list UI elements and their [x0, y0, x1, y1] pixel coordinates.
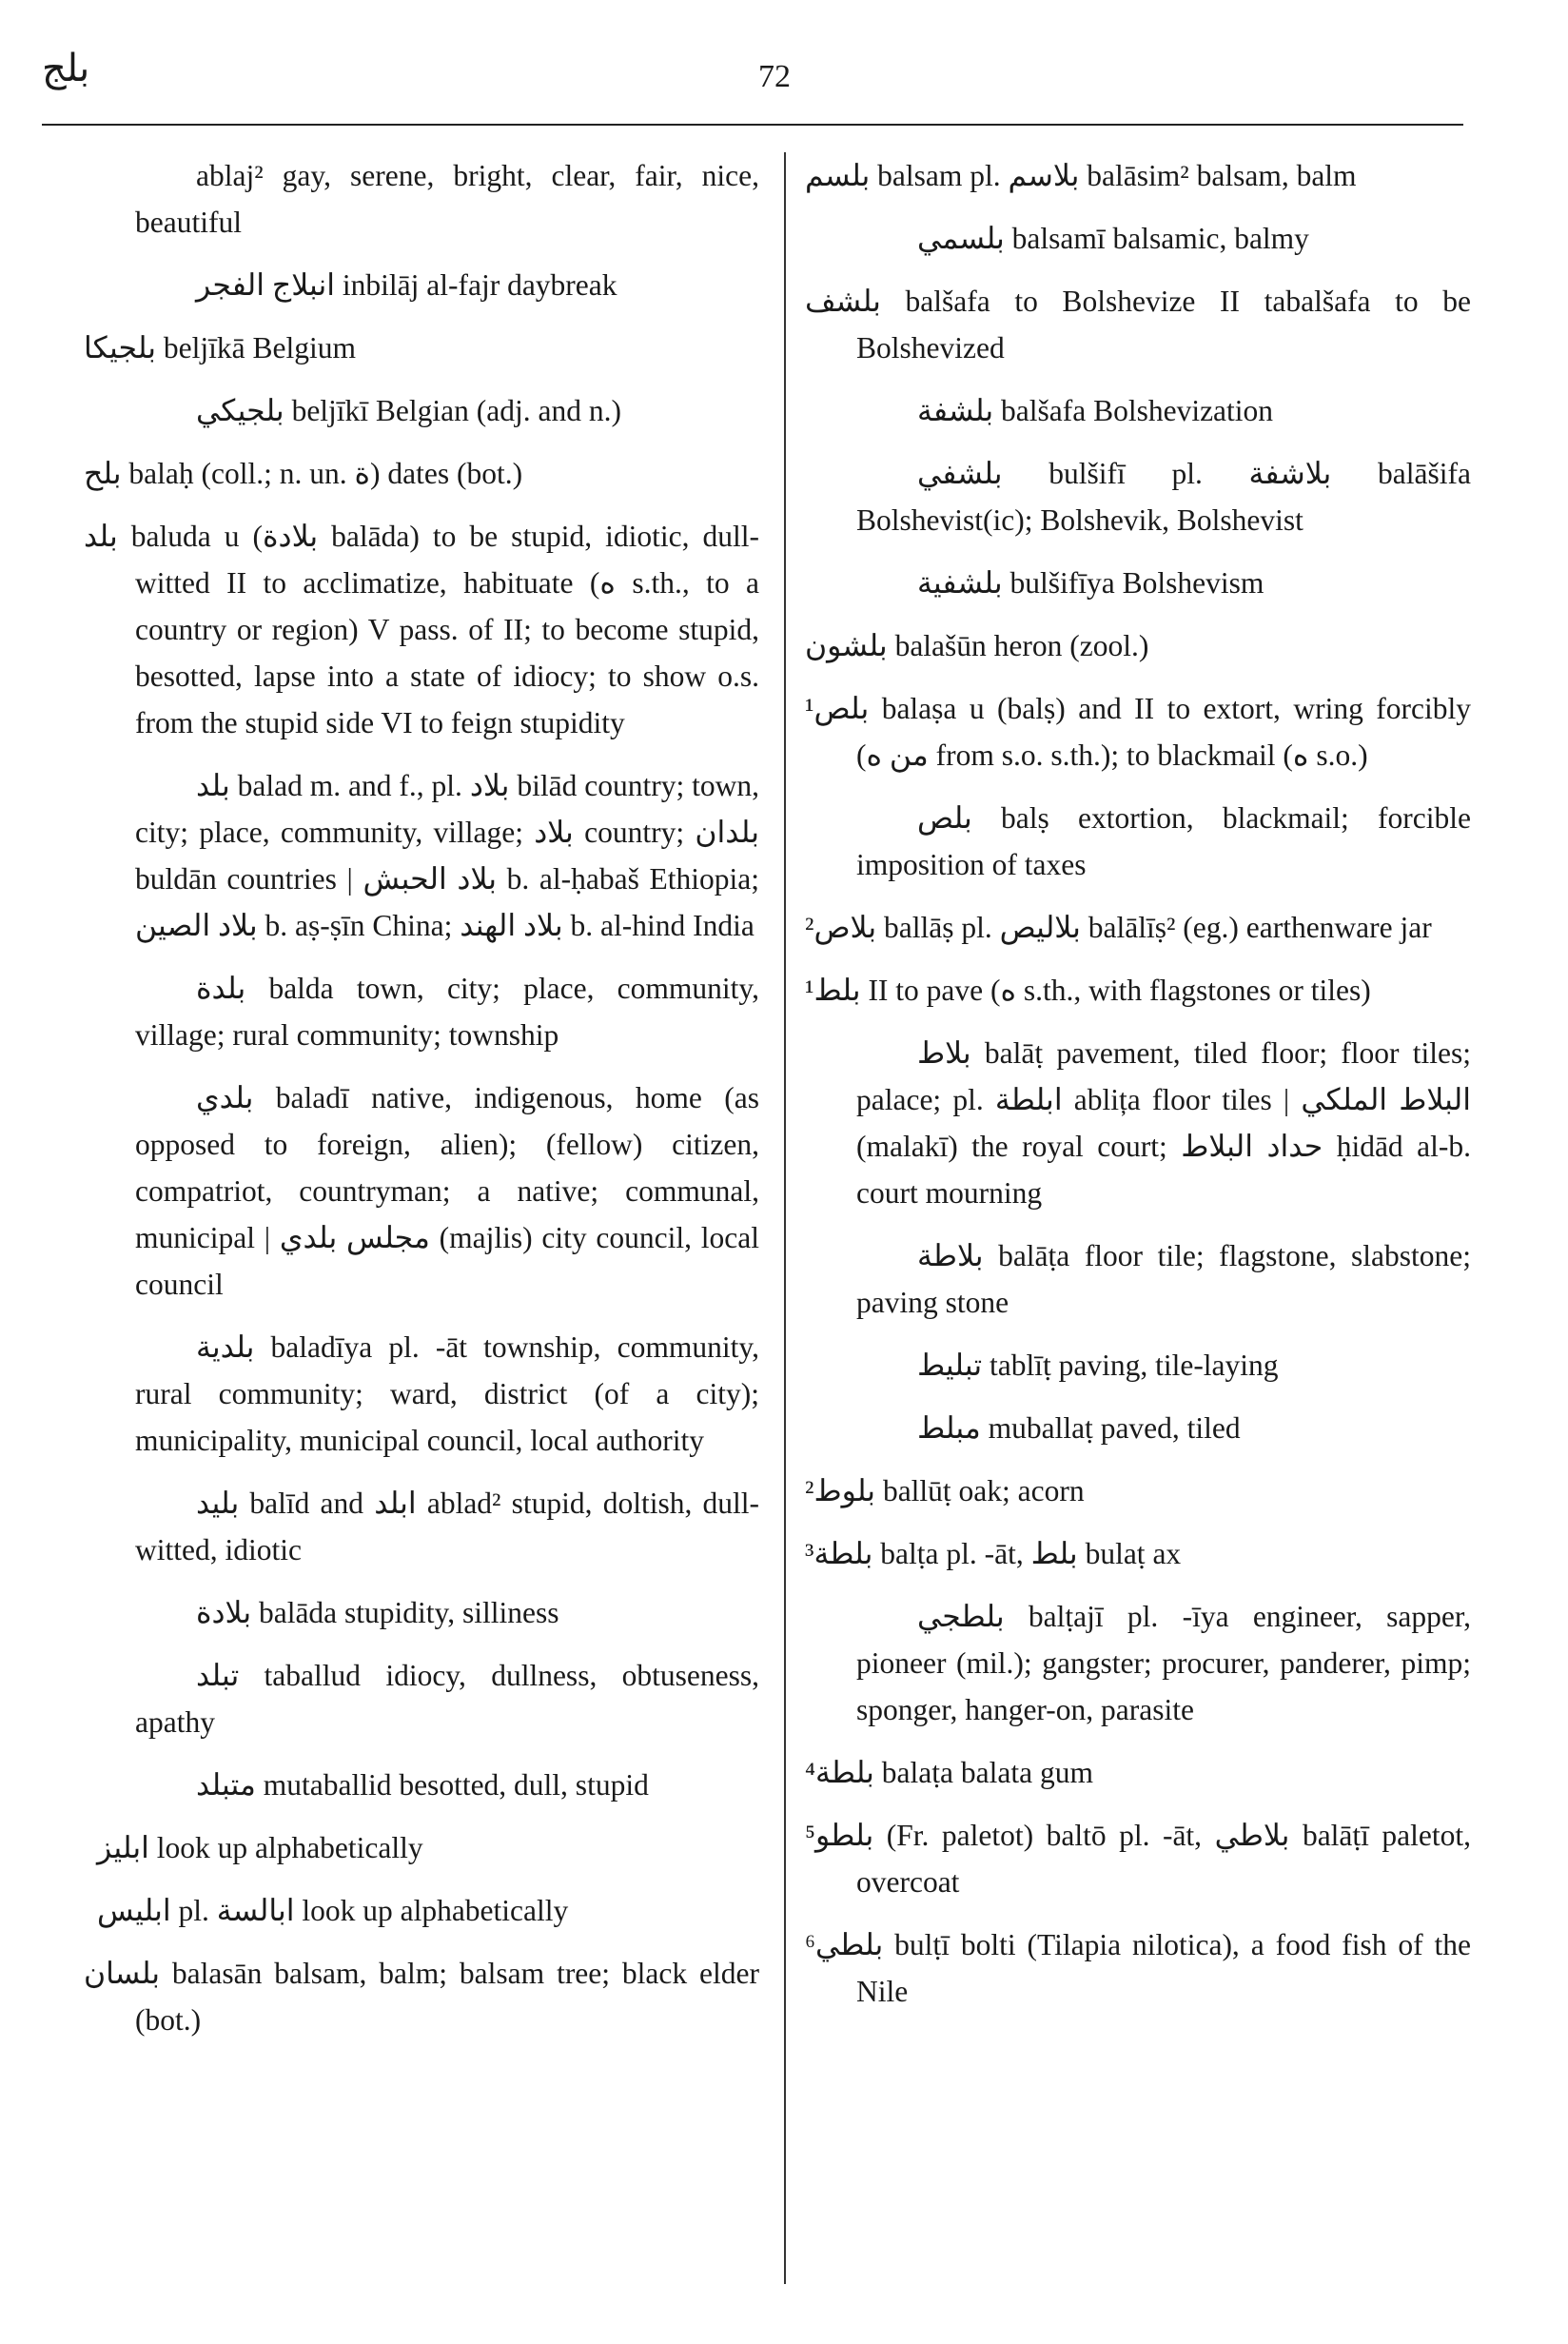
dictionary-entry: بلسان balasān balsam, balm; balsam tree; black elder (bot.)	[84, 1957, 759, 2037]
dictionary-entry: ⁴بلطة balaṭa balata gum	[805, 1756, 1093, 1789]
dictionary-entry: ¹بلط II to pave (ه s.th., with flagstones or tiles)	[805, 974, 1371, 1007]
dictionary-entry: بلدية baladīya pl. -āt township, community, rural community; ward, district (of a city); municipality, municipal council, local authority	[135, 1330, 759, 1457]
page-number: 72	[758, 59, 791, 94]
dictionary-entry: بلادة balāda stupidity, silliness	[196, 1596, 559, 1629]
dictionary-entry: بلد baluda u (بلادة balāda) to be stupid, idiotic, dull-witted II to acclimatize, habituate (ه s.th., to a country or region) V pass. of II; to become stupid, besotted, lapse into a state of idiocy; to show o.s. from the stupid side VI to feign stupidity	[84, 520, 759, 739]
dictionary-entry: بلشفي bulšifī pl. بلاشفة balāšifa Bolshevist(ic); Bolshevik, Bolshevist	[856, 457, 1471, 537]
dictionary-entry: ²بلاص ballāṣ pl. بلاليص balālīṣ² (eg.) earthenware jar	[805, 911, 1432, 944]
dictionary-entry: متبلد mutaballid besotted, dull, stupid	[196, 1768, 649, 1802]
right-column	[805, 152, 1471, 2294]
dictionary-entry: بلص balṣ extortion, blackmail; forcible imposition of taxes	[856, 801, 1471, 881]
dictionary-entry: بلجيكا beljīkā Belgium	[84, 331, 356, 364]
dictionary-entry: بلد balad m. and f., pl. بلاد bilād country; town, city; place, community, village; بلاد country; بلدان buldān countries | بلاد الحبش b. al-ḥabaš Ethiopia; بلاد الصين b. aṣ-ṣīn China; بلاد الهند b. al-hind India	[135, 769, 759, 942]
dictionary-entry: بلسمي balsamī balsamic, balmy	[917, 222, 1309, 255]
dictionary-entry: بلح balaḥ (coll.; n. un. ة) dates (bot.)	[84, 457, 523, 490]
dictionary-entry: ابليس pl. ابالسة look up alphabetically	[97, 1894, 569, 1927]
left-column	[84, 152, 759, 2294]
dictionary-entry: ¹بلص balaṣa u (balṣ) and II to extort, wring forcibly (من ه from s.o. s.th.); to blackmail (ه s.o.)	[805, 692, 1471, 772]
dictionary-entry: بلشف balšafa to Bolshevize II tabalšafa to be Bolshevized	[805, 285, 1471, 364]
dictionary-entry: بلطجي balṭajī pl. -īya engineer, sapper, pioneer (mil.); gangster; procurer, panderer, pimp; sponger, hanger-on, parasite	[856, 1600, 1471, 1726]
dictionary-entry: ²بلوط ballūṭ oak; acorn	[805, 1474, 1085, 1507]
dictionary-entry: ablaj² gay, serene, bright, clear, fair, nice, beautiful	[135, 159, 759, 239]
dictionary-entry: ⁶بلطي bulṭī bolti (Tilapia nilotica), a food fish of the Nile	[805, 1928, 1471, 2008]
dictionary-entry: بلشفة balšafa Bolshevization	[917, 394, 1274, 427]
dictionary-entry: بلسم balsam pl. بلاسم balāsim² balsam, balm	[805, 159, 1357, 192]
dictionary-entry: بلدة balda town, city; place, community, village; rural community; township	[135, 972, 759, 1052]
dictionary-entry: بلشون balašūn heron (zool.)	[805, 629, 1149, 662]
dictionary-entry: بلدي baladī native, indigenous, home (as opposed to foreign, alien); (fellow) citizen, compatriot, countryman; a native; communal, municipal | مجلس بلدي (majlis) city council, local council	[135, 1081, 759, 1301]
column-divider	[784, 152, 786, 2284]
dictionary-entry: ⁵بلطو (Fr. paletot) baltō pl. -āt, بلاطي balāṭī paletot, overcoat	[805, 1819, 1471, 1899]
dictionary-entry: بلجيكي beljīkī Belgian (adj. and n.)	[196, 394, 621, 427]
header-arabic-root: بلج	[42, 47, 90, 90]
dictionary-entry: ³بلطة balṭa pl. -āt, بلط bulaṭ ax	[805, 1537, 1182, 1570]
dictionary-entry: ابليز look up alphabetically	[97, 1831, 423, 1864]
dictionary-entry: مبلط muballaṭ paved, tiled	[917, 1411, 1241, 1445]
dictionary-entry: بلشفية bulšifīya Bolshevism	[917, 566, 1264, 600]
header-rule	[42, 124, 1463, 126]
dictionary-entry: تبلد taballud idiocy, dullness, obtuseness, apathy	[135, 1659, 759, 1739]
dictionary-entry: بليد balīd and ابلد ablad² stupid, doltish, dull-witted, idiotic	[135, 1487, 759, 1566]
dictionary-entry: بلاطة balāṭa floor tile; flagstone, slabstone; paving stone	[856, 1239, 1471, 1319]
dictionary-entry: تبليط tablīṭ paving, tile-laying	[917, 1349, 1279, 1382]
dictionary-entry: بلاط balāṭ pavement, tiled floor; floor tiles; palace; pl. ابلطة ablița floor tiles | البلاط الملكي (malakī) the royal court; حداد البلاط ḥidād al-b. court mourning	[856, 1036, 1471, 1210]
dictionary-entry: انبلاج الفجر inbilāj al-fajr daybreak	[196, 268, 617, 302]
